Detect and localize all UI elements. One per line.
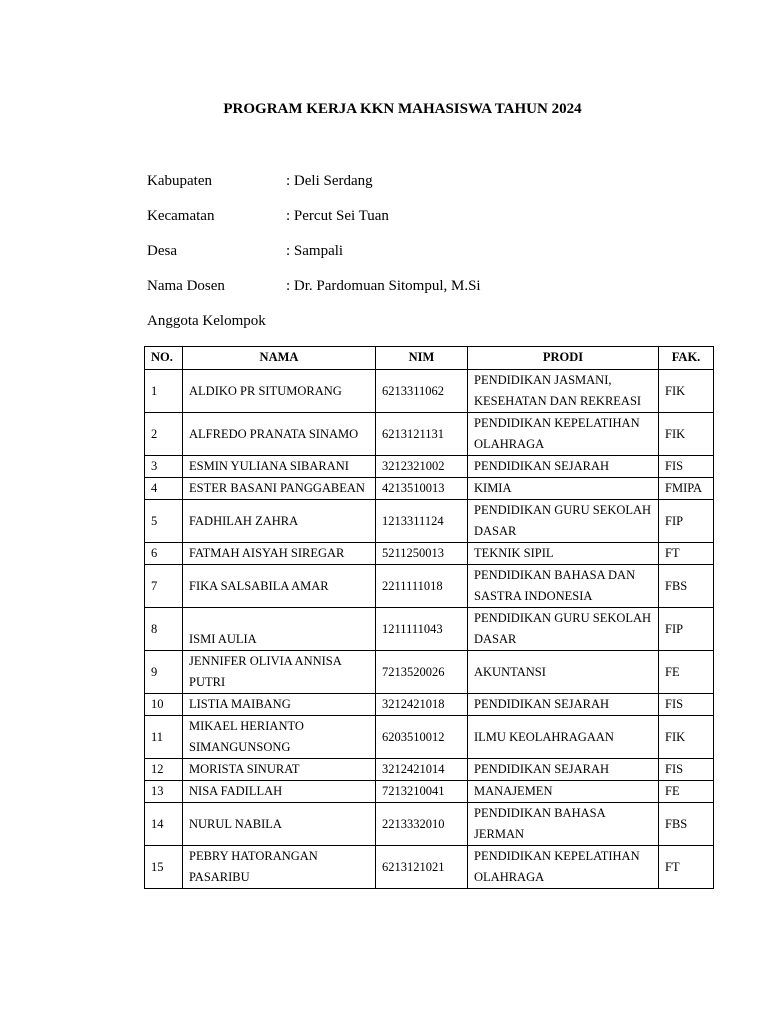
info-label: Kabupaten (147, 173, 212, 189)
cell-nama: MORISTA SINURAT (183, 759, 376, 781)
cell-prodi: PENDIDIKAN KEPELATIHAN OLAHRAGA (468, 413, 659, 456)
cell-nim: 1211111043 (376, 608, 468, 651)
table-row (145, 608, 714, 651)
info-label: Kecamatan (147, 208, 215, 224)
cell-prodi: PENDIDIKAN KEPELATIHAN OLAHRAGA (468, 846, 659, 889)
header-no: NO. (145, 347, 183, 370)
cell-nama: FADHILAH ZAHRA (183, 500, 376, 543)
info-label: Nama Dosen (147, 278, 225, 294)
table-row (145, 413, 714, 456)
cell-no: 13 (145, 781, 183, 803)
info-row-kabupaten (147, 173, 373, 190)
cell-fak: FIP (659, 500, 714, 543)
cell-nama: ALDIKO PR SITUMORANG (183, 370, 376, 413)
header-nim: NIM (376, 347, 468, 370)
cell-nama: ESTER BASANI PANGGABEAN (183, 478, 376, 500)
table-row (145, 500, 714, 543)
info-row-nama-dosen (147, 278, 481, 295)
document-title: PROGRAM KERJA KKN MAHASISWA TAHUN 2024 (223, 101, 582, 117)
cell-fak: FMIPA (659, 478, 714, 500)
cell-no: 8 (145, 608, 183, 651)
table-row (145, 370, 714, 413)
cell-nim: 6203510012 (376, 716, 468, 759)
table-row (145, 694, 714, 716)
cell-prodi: PENDIDIKAN BAHASA DAN SASTRA INDONESIA (468, 565, 659, 608)
cell-nim: 7213210041 (376, 781, 468, 803)
cell-nim: 4213510013 (376, 478, 468, 500)
cell-no: 12 (145, 759, 183, 781)
cell-nim: 6213121021 (376, 846, 468, 889)
cell-no: 7 (145, 565, 183, 608)
cell-no: 2 (145, 413, 183, 456)
cell-prodi: PENDIDIKAN SEJARAH (468, 694, 659, 716)
cell-no: 10 (145, 694, 183, 716)
cell-nim: 2211111018 (376, 565, 468, 608)
cell-nama: NISA FADILLAH (183, 781, 376, 803)
table-row (145, 803, 714, 846)
table-row (145, 565, 714, 608)
cell-fak: FIS (659, 694, 714, 716)
cell-fak: FE (659, 651, 714, 694)
cell-nim: 5211250013 (376, 543, 468, 565)
table-row (145, 456, 714, 478)
cell-nim: 6213311062 (376, 370, 468, 413)
cell-no: 5 (145, 500, 183, 543)
table-row (145, 781, 714, 803)
cell-nim: 7213520026 (376, 651, 468, 694)
cell-nama: FIKA SALSABILA AMAR (183, 565, 376, 608)
cell-nim: 3212321002 (376, 456, 468, 478)
cell-prodi: ILMU KEOLAHRAGAAN (468, 716, 659, 759)
cell-prodi: PENDIDIKAN JASMANI, KESEHATAN DAN REKREASI (468, 370, 659, 413)
cell-fak: FE (659, 781, 714, 803)
cell-prodi: TEKNIK SIPIL (468, 543, 659, 565)
cell-prodi: PENDIDIKAN GURU SEKOLAH DASAR (468, 500, 659, 543)
cell-nama: FATMAH AISYAH SIREGAR (183, 543, 376, 565)
cell-prodi: AKUNTANSI (468, 651, 659, 694)
table-header-row (145, 347, 714, 370)
cell-fak: FT (659, 543, 714, 565)
cell-fak: FIK (659, 413, 714, 456)
table-row (145, 716, 714, 759)
cell-no: 6 (145, 543, 183, 565)
table-row (145, 651, 714, 694)
cell-no: 14 (145, 803, 183, 846)
info-value: : Dr. Pardomuan Sitompul, M.Si (286, 278, 481, 294)
cell-prodi: PENDIDIKAN BAHASA JERMAN (468, 803, 659, 846)
cell-nama: JENNIFER OLIVIA ANNISA PUTRI (183, 651, 376, 694)
cell-no: 3 (145, 456, 183, 478)
table-row (145, 759, 714, 781)
cell-nim: 1213311124 (376, 500, 468, 543)
cell-fak: FIK (659, 716, 714, 759)
cell-fak: FIS (659, 759, 714, 781)
cell-prodi: PENDIDIKAN SEJARAH (468, 759, 659, 781)
cell-nim: 6213121131 (376, 413, 468, 456)
cell-fak: FBS (659, 565, 714, 608)
cell-fak: FIK (659, 370, 714, 413)
cell-nim: 2213332010 (376, 803, 468, 846)
cell-nama: ESMIN YULIANA SIBARANI (183, 456, 376, 478)
header-nama: NAMA (183, 347, 376, 370)
cell-nama: LISTIA MAIBANG (183, 694, 376, 716)
members-label: Anggota Kelompok (147, 313, 266, 329)
info-row-kecamatan (147, 208, 389, 225)
header-prodi: PRODI (468, 347, 659, 370)
cell-no: 9 (145, 651, 183, 694)
cell-fak: FBS (659, 803, 714, 846)
header-fak: FAK. (659, 347, 714, 370)
cell-prodi: PENDIDIKAN GURU SEKOLAH DASAR (468, 608, 659, 651)
cell-no: 11 (145, 716, 183, 759)
cell-no: 1 (145, 370, 183, 413)
cell-prodi: MANAJEMEN (468, 781, 659, 803)
cell-nim: 3212421014 (376, 759, 468, 781)
table-row (145, 846, 714, 889)
cell-nim: 3212421018 (376, 694, 468, 716)
cell-fak: FIP (659, 608, 714, 651)
cell-no: 15 (145, 846, 183, 889)
members-table (144, 346, 714, 889)
cell-nama: ALFREDO PRANATA SINAMO (183, 413, 376, 456)
cell-fak: FIS (659, 456, 714, 478)
info-value: : Percut Sei Tuan (286, 208, 389, 224)
cell-no: 4 (145, 478, 183, 500)
cell-nama: NURUL NABILA (183, 803, 376, 846)
cell-nama: PEBRY HATORANGAN PASARIBU (183, 846, 376, 889)
cell-prodi: PENDIDIKAN SEJARAH (468, 456, 659, 478)
table-row (145, 478, 714, 500)
table-row (145, 543, 714, 565)
info-row-desa (147, 243, 343, 260)
cell-prodi: KIMIA (468, 478, 659, 500)
cell-nama: MIKAEL HERIANTO SIMANGUNSONG (183, 716, 376, 759)
cell-fak: FT (659, 846, 714, 889)
info-value: : Sampali (286, 243, 344, 259)
info-value: : Deli Serdang (286, 173, 373, 189)
info-label: Desa (147, 243, 177, 259)
cell-nama: ISMI AULIA (183, 608, 376, 651)
